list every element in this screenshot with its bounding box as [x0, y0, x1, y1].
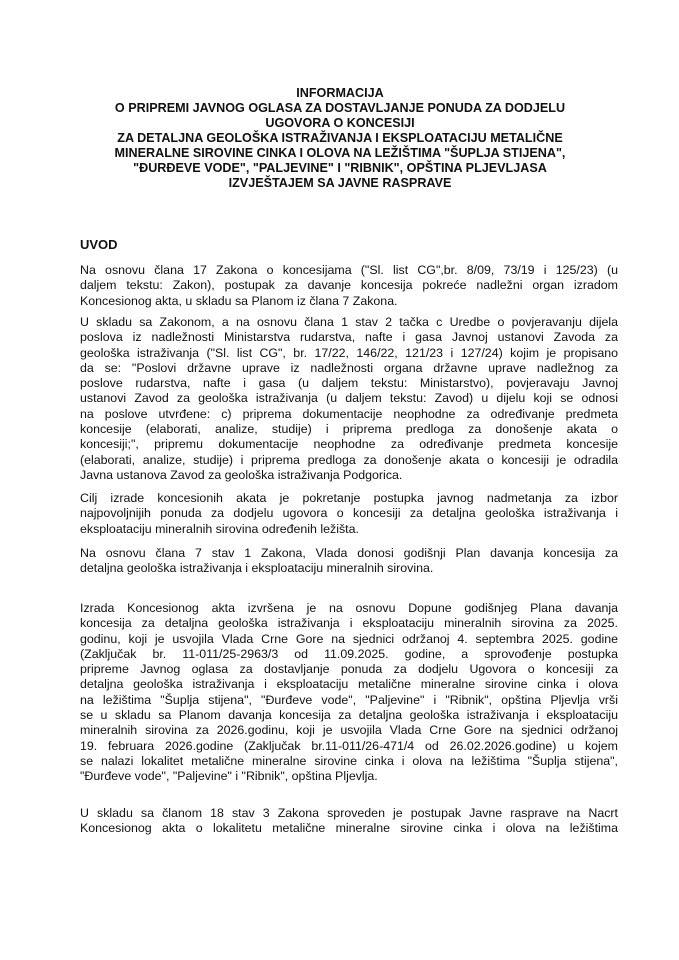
- paragraph-line: mineralnih sirovina za 2026.godinu, koji je usvojila Vlada Crne Gore na sjednici održanoj: [80, 723, 618, 738]
- paragraph-line: poslova iz nadležnosti Ministarstva rudarstva, nafte i gasa Javnoj ustanovi Zavoda za: [80, 330, 618, 345]
- paragraph-line: se u skladu sa Planom davanja koncesija za detaljna geološka istraživanja i eksploataciju: [80, 708, 618, 723]
- paragraph-line: detaljna geološka istraživanja i eksploataciju metalične mineralne sirovine cinka i olova: [80, 677, 618, 692]
- paragraph-line: poslove rudarstva, nafte i gasa (u daljem tekstu: Ministarstvo), povjeravaju Javnoj: [80, 376, 618, 391]
- paragraph-line: Javna ustanova Zavod za geološka istraživanja Podgorica.: [80, 467, 403, 482]
- title-line: "ĐURĐEVE VODE", "PALJEVINE" I "RIBNIK", OPŠTINA PLJEVLJASA: [133, 161, 547, 175]
- paragraph-line: Na osnovu člana 7 stav 1 Zakona, Vlada donosi godišnji Plan davanja koncesija za: [80, 546, 618, 560]
- title-line: ZA DETALJNA GEOLOŠKA ISTRAŽIVANJA I EKSPLOATACIJU METALIČNE: [117, 131, 563, 145]
- paragraph-line: geološka istraživanja ("Sl. list CG", br. 17/22, 146/22, 121/23 i 127/24) kojim je propisano: [80, 345, 618, 360]
- paragraph-line: Cilj izrade koncesionih akata je pokretanje postupka javnog nadmetanja za izbor: [80, 491, 618, 505]
- paragraph-line: na poslove utvrđene: c) priprema dokumentacije neophodne za određivanje predmeta: [80, 406, 618, 421]
- paragraph-line: Na osnovu člana 17 Zakona o koncesijama ("Sl. list CG",br. 8/09, 73/19 i 125/23) (u: [80, 263, 618, 277]
- paragraph: [80, 546, 618, 577]
- paragraph-line: Izrada Koncesionog akta izvršena je na osnovu Dopune godišnjeg Plana davanja: [80, 601, 618, 615]
- paragraph-line: detaljna geološka istraživanja i eksploataciju mineralnih sirovina.: [80, 561, 434, 576]
- paragraph-line: koncesija za detaljna geološka istraživanja i eksploataciju mineralnih sirovina za 2025.: [80, 616, 618, 631]
- title-line: INFORMACIJA: [296, 86, 384, 100]
- paragraph-line: najpovoljnijih ponuda za dodjelu ugovora o koncesiji za detaljna geološka istraživanja i: [80, 506, 618, 521]
- paragraph-line: koncesiji;", pripremu dokumentacije neophodne za određivanje predmeta koncesije: [80, 437, 618, 452]
- paragraph-line: eksploataciju mineralnih sirovina određenih ležišta.: [80, 521, 359, 536]
- document-title: [40, 86, 640, 191]
- paragraph-line: "Đurđeve vode", "Paljevine" i "Ribnik", opština Pljevlja.: [80, 769, 378, 784]
- section-heading-uvod: UVOD: [80, 237, 118, 252]
- paragraph-line: se nalazi lokalitet metalične mineralne sirovine cinka i olova na ležištima "Šuplja stijena",: [80, 753, 618, 768]
- paragraph-line: da se: "Poslovi državne uprave iz nadležnosti organa državne uprave nadležnog za: [80, 360, 618, 375]
- paragraph: [80, 601, 618, 785]
- paragraph-line: pripreme Javnog oglasa za dostavljanje ponuda za dodjelu Ugovora o koncesiji za: [80, 662, 618, 677]
- paragraph-line: koncesije (elaborati, analize, studije) i priprema predloga za donošenje akata o: [80, 422, 618, 437]
- paragraph-line: 19. februara 2026.godine (Zaključak br.11-011/26-471/4 od 26.02.2026.godine) u kojem: [80, 738, 618, 753]
- paragraph: [80, 315, 618, 483]
- title-line: O PRIPREMI JAVNOG OGLASA ZA DOSTAVLJANJE PONUDA ZA DODJELU: [114, 101, 566, 115]
- title-line: UGOVORA O KONCESIJI: [265, 116, 415, 130]
- paragraph-line: na ležištima "Šuplja stijena", "Đurđeve vode", "Paljevine" i "Ribnik", opština Pljevlja vrši: [80, 692, 618, 707]
- paragraph-line: U skladu sa članom 18 stav 3 Zakona sproveden je postupak Javne rasprave na Nacrt: [80, 806, 618, 820]
- paragraph-line: daljem tekstu: Zakon), postupak za davanje koncesija pokreće nadležni organ izradom: [80, 278, 618, 293]
- paragraph-line: U skladu sa Zakonom, a na osnovu člana 1 stav 2 tačka c Uredbe o povjeravanju dijela: [80, 315, 618, 329]
- paragraph-line: godinu, koji je usvojila Vlada Crne Gore na sjednici održanoj 4. septembra 2025. godine: [80, 631, 618, 646]
- title-line: IZVJEŠTAJEM SA JAVNE RASPRAVE: [228, 176, 452, 190]
- paragraph-line: Koncesionog akta o lokalitetu metalične mineralne sirovine cinka i olova na ležištima: [80, 821, 618, 836]
- paragraph: [80, 263, 618, 309]
- paragraph-line: ustanovi Zavod za geološka istraživanja (u daljem tekstu: Zavod) u dijelu koji se odnosi: [80, 391, 618, 406]
- paragraph-line: (elaborati, analize, studije) i priprema predloga za donošenje akata o koncesiji je odradila: [80, 452, 618, 467]
- paragraph: [80, 806, 618, 837]
- paragraph: [80, 491, 618, 537]
- paragraph-line: (Zaključak br. 11-011/25-2963/3 od 11.09.2025. godine, a sprovođenje postupka: [80, 646, 618, 661]
- title-line: MINERALNE SIROVINE CINKA I OLOVA NA LEŽIŠTIMA "ŠUPLJA STIJENA",: [114, 146, 566, 160]
- paragraph-line: Koncesionog akta, u skladu sa Planom iz člana 7 Zakona.: [80, 293, 398, 308]
